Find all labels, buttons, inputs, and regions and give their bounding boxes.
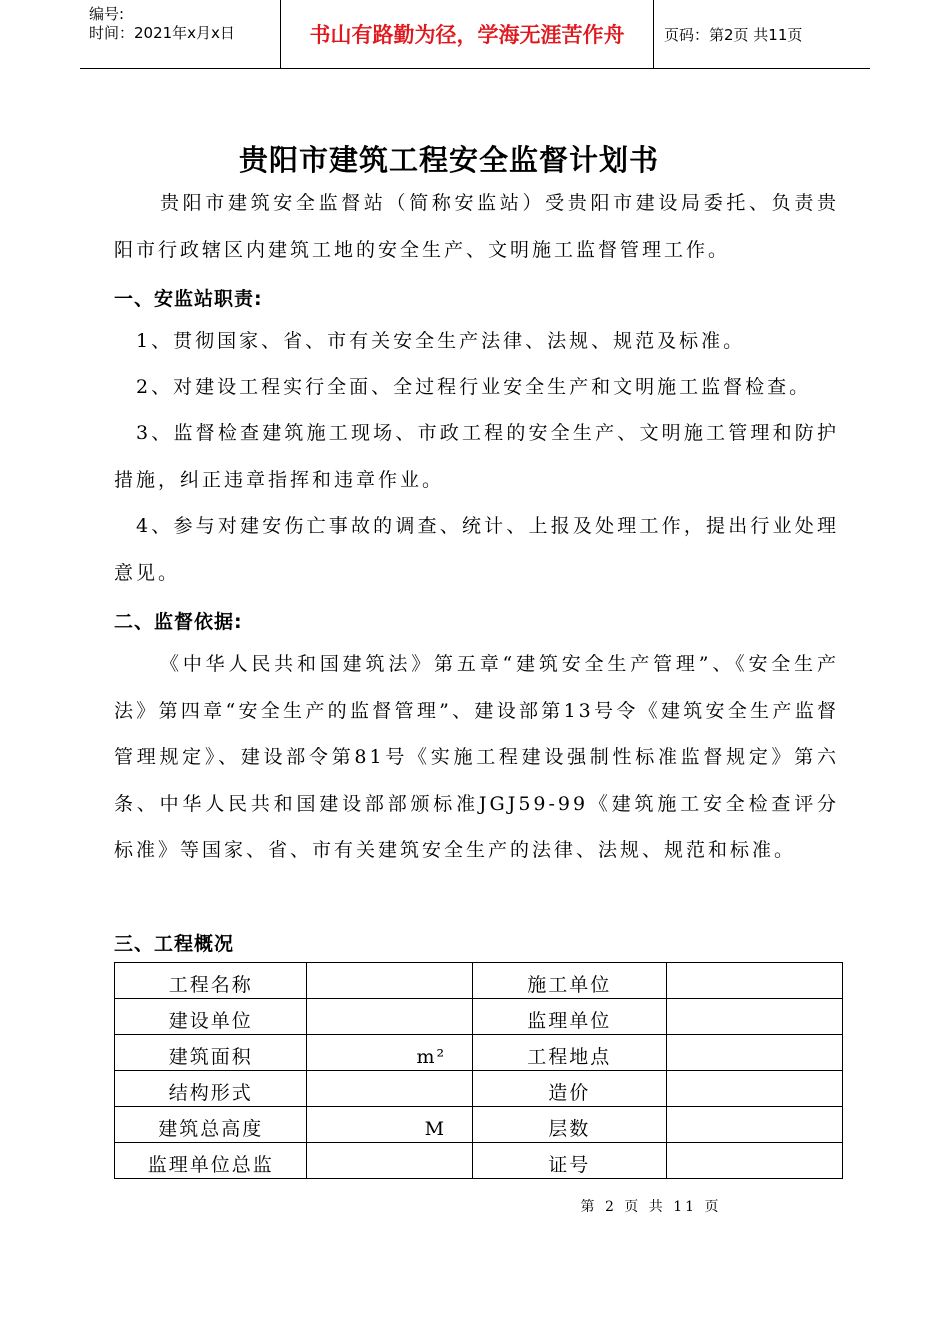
- table-value: [666, 1143, 842, 1179]
- section1-item: 1、贯彻国家、省、市有关安全生产法律、法规、规范及标准。: [136, 330, 746, 352]
- table-value: [307, 1143, 473, 1179]
- section3-heading: 三、工程概况: [114, 933, 235, 955]
- table-label: 工程名称: [115, 963, 307, 999]
- section1-item: 2、对建设工程实行全面、全过程行业安全生产和文明施工监督检查。: [136, 376, 812, 398]
- section1-heading: 一、安监站职责:: [114, 288, 263, 310]
- table-label: 建设单位: [115, 999, 307, 1035]
- section1-item: 4、参与对建安伤亡事故的调查、统计、上报及处理工作，提出行业处理意见。: [114, 515, 839, 584]
- header-page-info: 页码：第2页 共11页: [664, 26, 803, 44]
- table-label: 层数: [473, 1107, 666, 1143]
- table-value: [307, 1071, 473, 1107]
- table-value: [666, 1035, 842, 1071]
- table-label: 建筑面积: [115, 1035, 307, 1071]
- page-header: [80, 0, 870, 69]
- table-value: M: [307, 1107, 473, 1143]
- intro-paragraph: 贵阳市建筑安全监督站（简称安监站）受贵阳市建设局委托、负责贵阳市行政辖区内建筑工地的安全生产、文明施工监督管理工作。: [114, 192, 839, 261]
- table-value: [666, 1107, 842, 1143]
- table-value: m²: [307, 1035, 473, 1071]
- table-value: [666, 999, 842, 1035]
- table-row: [115, 1107, 843, 1143]
- table-row: [115, 999, 843, 1035]
- header-meta-cell: [80, 0, 281, 68]
- project-overview-table: [114, 962, 843, 1179]
- table-row: [115, 1071, 843, 1107]
- table-label: 监理单位总监: [115, 1143, 307, 1179]
- table-label: 监理单位: [473, 999, 666, 1035]
- table-label: 工程地点: [473, 1035, 666, 1071]
- section1-item: 3、监督检查建筑施工现场、市政工程的安全生产、文明施工管理和防护措施，纠正违章指挥和违章作业。: [114, 422, 839, 491]
- section2-heading: 二、监督依据:: [114, 611, 243, 633]
- table-label: 造价: [473, 1071, 666, 1107]
- table-row: [115, 1143, 843, 1179]
- table-label: 证号: [473, 1143, 666, 1179]
- table-label: 建筑总高度: [115, 1107, 307, 1143]
- page-footer: 第 2 页 共 11 页: [580, 1199, 722, 1215]
- table-row: [115, 1035, 843, 1071]
- header-time-label: 时间：2021年x月x日: [89, 24, 235, 42]
- table-value: [666, 963, 842, 999]
- table-row: [115, 963, 843, 999]
- table-value: [666, 1071, 842, 1107]
- table-value: [307, 963, 473, 999]
- header-motto: 书山有路勤为径，学海无涯苦作舟: [281, 0, 654, 68]
- table-label: 施工单位: [473, 963, 666, 999]
- header-number-label: 编号:: [89, 5, 125, 23]
- section2-paragraph: 《中华人民共和国建筑法》第五章“建筑安全生产管理”、《安全生产法》第四章“安全生产的监督管理”、建设部第13号令《建筑安全生产监督管理规定》、建设部令第81号《实施工程建设强制性标准监督规定》第六条、中华人民共和国建设部部颁标准JGJ59-99《建筑施工安全检查评分标准》等国家、省、市有关建筑安全生产的法律、法规、规范和标准。: [114, 653, 839, 861]
- table-value: [307, 999, 473, 1035]
- document-title: 贵阳市建筑工程安全监督计划书: [238, 143, 659, 177]
- table-label: 结构形式: [115, 1071, 307, 1107]
